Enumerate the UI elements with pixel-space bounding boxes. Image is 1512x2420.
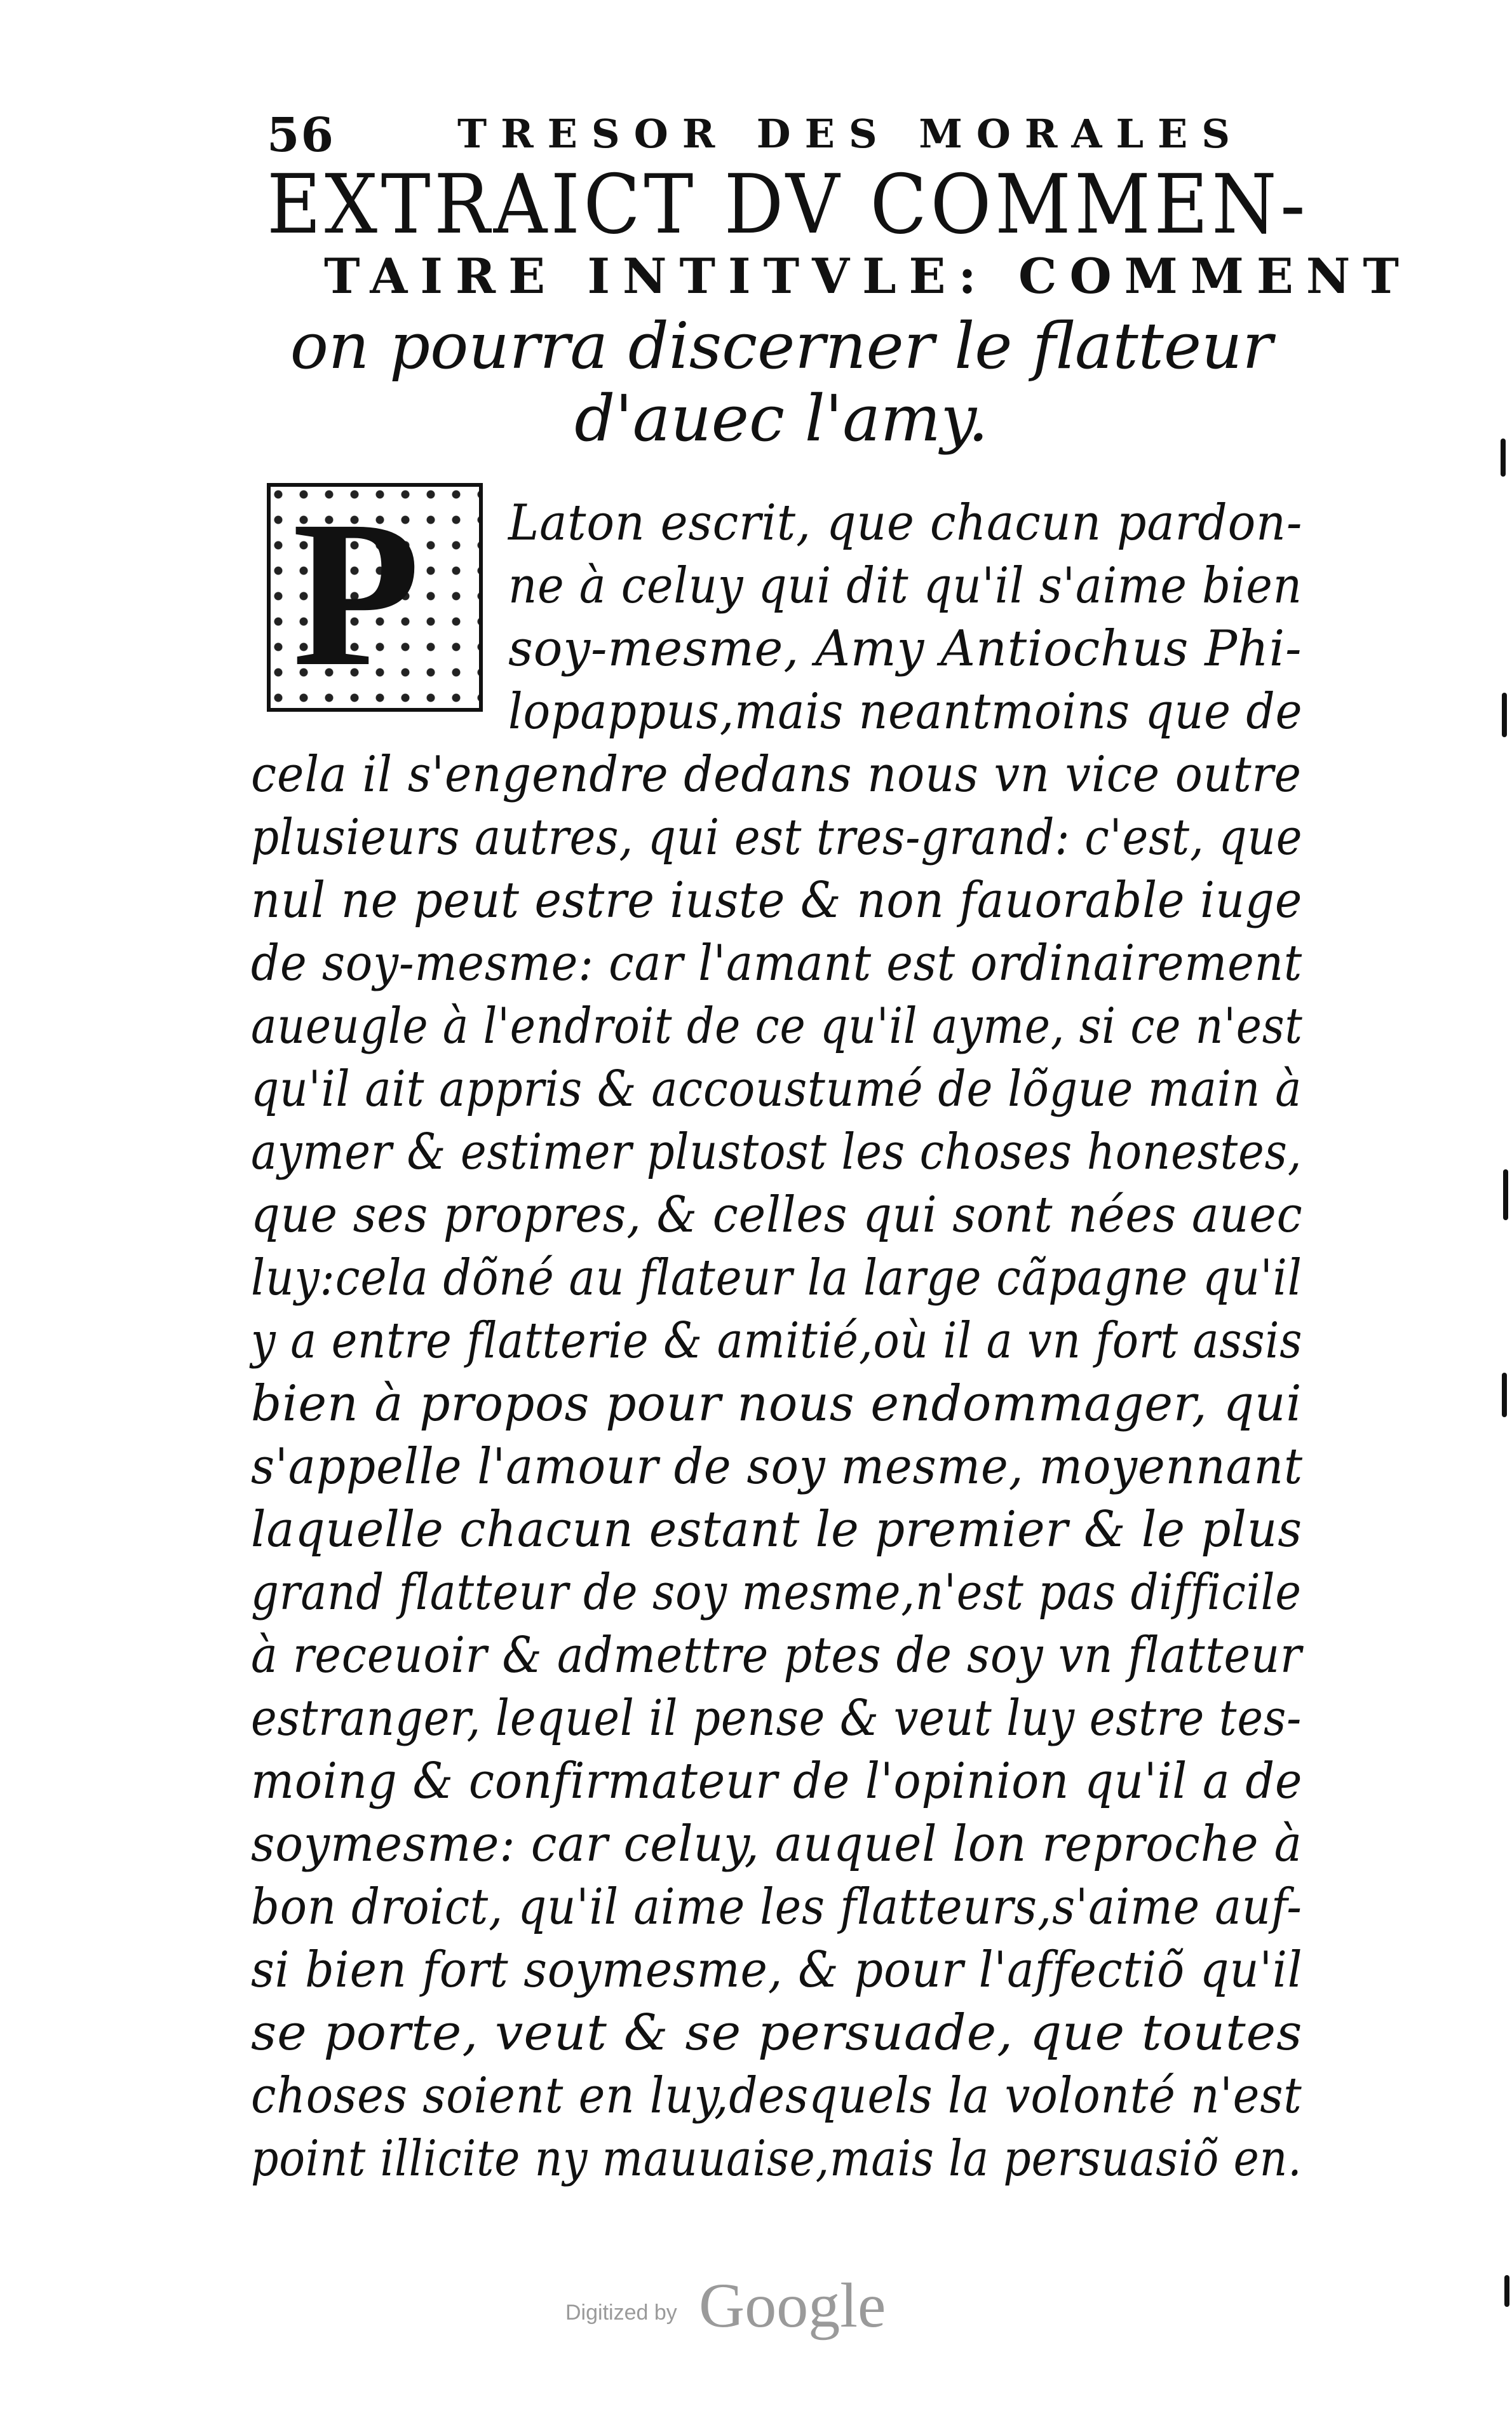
body-line: à receuoir & admettre ptes de soy vn flatteur [251,1627,1302,1684]
body-line: choses soient en luy,desquels la volonté n'est [251,2067,1302,2124]
body-line: bien à propos pour nous endommager, qui [251,1375,1302,1432]
page-number: 56 [267,108,335,163]
edge-mark [1502,693,1507,737]
body-line: luy:cela dõné au flateur la large cãpagne qu'il [251,1249,1302,1307]
drop-cap-letter: P [292,478,421,710]
body-line: laquelle chacun estant le premier & le plus [251,1501,1302,1558]
body-line: cela il s'engendre dedans nous vn vice outre [251,746,1302,803]
edge-mark [1501,438,1506,477]
body-line: ne à celuy qui dit qu'il s'aime bien [508,557,1302,615]
google-watermark: Google [699,2270,886,2341]
running-header [267,108,1283,165]
body-line: que ses propres, & celles qui sont nées auec [251,1186,1303,1244]
body-line: s'appelle l'amour de soy mesme, moyennant [251,1438,1303,1495]
running-title: TRESOR DES MORALES [457,111,1245,157]
body-line: nul ne peut estre iuste & non fauorable iuge [251,872,1303,929]
ornamental-drop-cap [267,478,483,712]
body-line: y a entre flatterie & amitié,où il a vn fort assis [251,1312,1303,1370]
chapter-heading-line-1: EXTRAICT DV COMMEN- [267,158,1309,252]
body-line: si bien fort soymesme, & pour l'affectiõ qu'il [251,1941,1303,1999]
body-line: estranger, lequel il pense & veut luy estre tes- [251,1690,1302,1747]
body-line: qu'il ait appris & accoustumé de lõgue main à [251,1061,1302,1118]
edge-mark [1503,1169,1508,1220]
body-line: aymer & estimer plustost les choses honestes, [251,1124,1302,1181]
body-line: point illicite ny mauuaise,mais la persuasiõ en. [251,2130,1302,2187]
body-line: aueugle à l'endroit de ce qu'il ayme, si ce n'est [251,998,1303,1055]
chapter-heading-line-4: d'auec l'amy. [574,381,989,456]
digitized-by-label: Digitized by [565,2301,677,2325]
chapter-heading-line-3: on pourra discerner le flatteur [290,309,1273,383]
body-line: bon droict, qu'il aime les flatteurs,s'aime auf- [251,1879,1302,1936]
edge-mark [1502,1373,1507,1417]
body-line: grand flatteur de soy mesme,n'est pas difficile [251,1564,1302,1621]
body-line: soymesme: car celuy, auquel lon reproche à [251,1816,1302,1873]
edge-mark [1504,2275,1509,2307]
body-line: soy-mesme, Amy Antiochus Phi- [508,620,1302,677]
body-line: de soy-mesme: car l'amant est ordinairement [251,935,1303,992]
body-line: plusieurs autres, qui est tres-grand: c'est, que [251,809,1303,866]
chapter-heading-line-2: TAIRE INTITVLE: COMMENT [324,248,1412,304]
body-line: se porte, veut & se persuade, que toutes [251,2004,1303,2062]
body-line: Laton escrit, que chacun pardon- [508,494,1303,552]
body-line: lopappus,mais neantmoins que de [508,683,1303,740]
body-line: moing & confirmateur de l'opinion qu'il a de [251,1753,1303,1810]
